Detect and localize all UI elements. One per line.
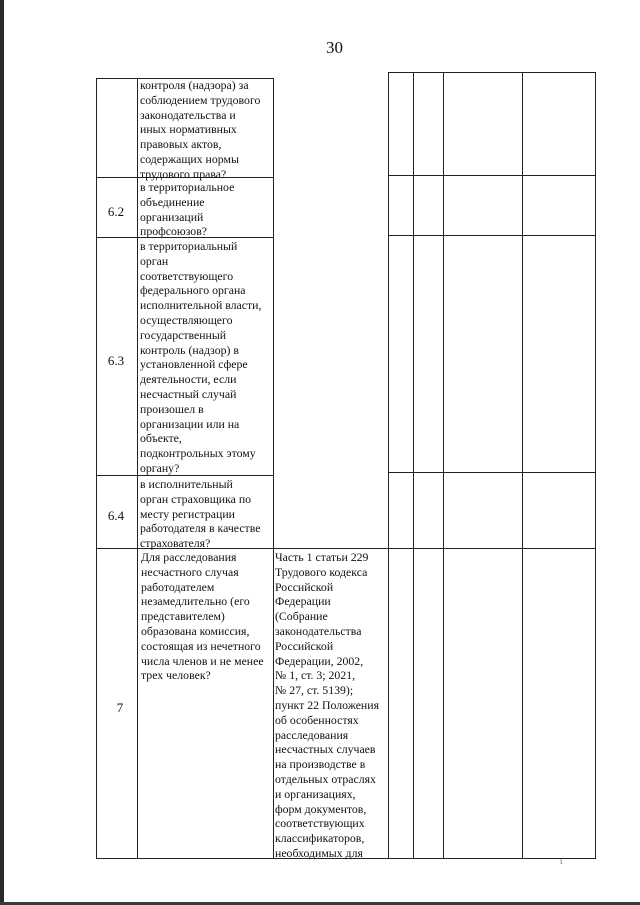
- page-number: 30: [326, 38, 343, 57]
- legal-reference-cell: Часть 1 статьи 229 Трудового кодекса Российской Федерации (Собрание законодательства Российской Федерации, 2002, № 1, ст. 3; 2021, № 27, ст. 5139); пункт 22 Положения об особенностях расследования несчастных случаев на производстве в отдельных отраслях и организациях, форм документов, соответствующих классификаторов, необходимых для: [275, 550, 379, 860]
- table-border-left: [96, 78, 97, 859]
- row-divider-3-right: [388, 472, 595, 473]
- item-number: 6.4: [107, 508, 125, 523]
- question-cell: в территориальный орган соответствующего федерального органа исполнительной власти, осуществляющего государственный контроль (надзор) в установленной сфере деятельности, если несчастный случай произошел в организации или на объекте, подконтрольных этому органу?: [140, 239, 262, 475]
- question-cell: Для расследования несчастного случая работодателем незамедлительно (его представителем) образована комиссия, состоящая из нечетного числа членов и не менее трех человек?: [141, 550, 264, 683]
- table-border-top-right: [388, 72, 595, 73]
- question-cell: контроля (надзора) за соблюдением трудового законодательства и иных нормативных правовых актов, содержащих нормы трудового права?: [140, 78, 261, 181]
- row-divider-2-right: [388, 235, 595, 236]
- column-divider-na: [522, 72, 523, 859]
- table-border-right: [595, 72, 596, 859]
- column-divider-yes: [413, 72, 414, 859]
- column-divider-no: [443, 72, 444, 859]
- item-number: 7: [116, 700, 124, 715]
- item-number: 6.2: [107, 204, 125, 219]
- question-cell: в территориальное объединение организаций профсоюзов?: [140, 180, 235, 239]
- row-divider-1-right: [388, 175, 595, 176]
- scan-edge: [0, 0, 4, 905]
- item-number: 6.3: [107, 353, 125, 368]
- question-cell: в исполнительный орган страховщика по месту регистрации работодателя в качестве страхователя?: [140, 477, 261, 551]
- scan-mark: ι: [560, 856, 563, 866]
- column-divider-number: [137, 78, 138, 859]
